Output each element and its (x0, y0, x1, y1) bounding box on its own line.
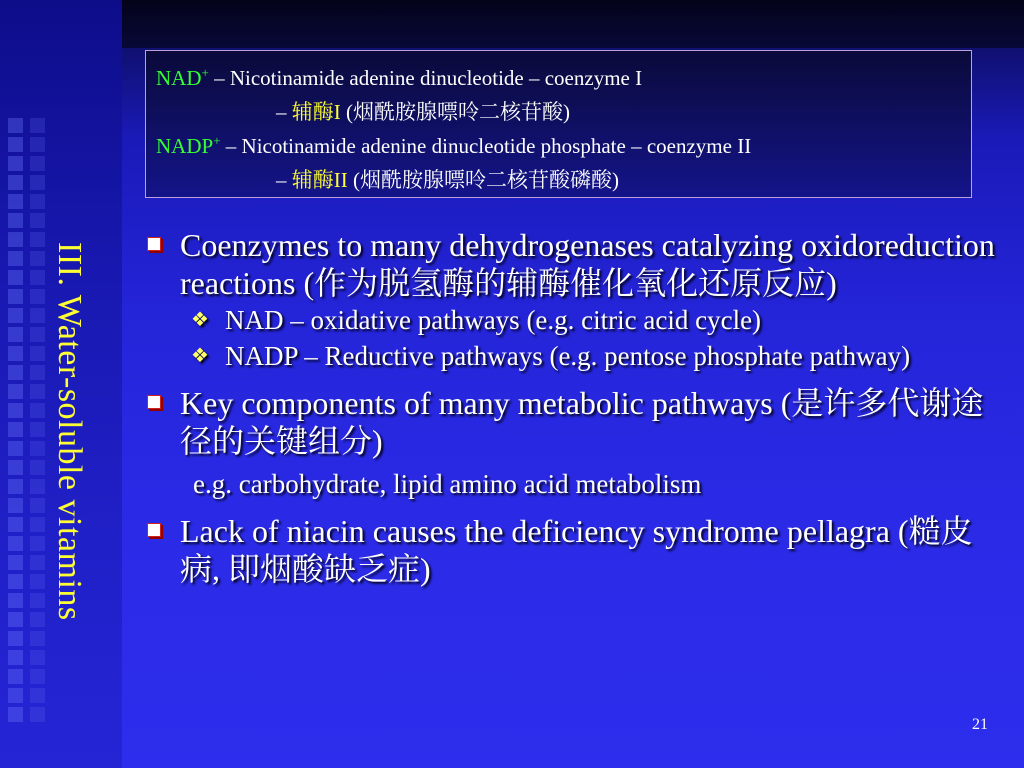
sub-bullet-nadp: ❖ NADP – Reductive pathways (e.g. pentose phosphate pathway) (145, 338, 1005, 374)
nad-description: – Nicotinamide adenine dinucleotide – coenzyme I (208, 66, 643, 90)
decor-squares-col-2 (30, 118, 46, 726)
nadp-chinese: – 辅酶II (烟酰胺腺嘌呤二核苷酸磷酸) (276, 168, 619, 192)
slide-title: III. Water-soluble vitamins (51, 242, 88, 621)
nadp-description: – Nicotinamide adenine dinucleotide phosphate – coenzyme II (220, 134, 752, 158)
decor-squares-col-1 (8, 118, 24, 726)
bullet-niacin-deficiency: Lack of niacin causes the deficiency syndrome pellagra (糙皮病, 即烟酸缺乏症) (145, 512, 1005, 588)
sub-bullet-nad: ❖ NAD – oxidative pathways (e.g. citric acid cycle) (145, 302, 1005, 338)
bullet-coenzymes: Coenzymes to many dehydrogenases catalyzing oxidoreduction reactions (作为脱氢酶的辅酶催化氧化还原反应) (145, 226, 1005, 302)
nadp-definition (156, 129, 961, 163)
nad-chinese: – 辅酶I (烟酰胺腺嘌呤二核苷酸) (276, 100, 570, 124)
nadp-cn-desc: (烟酰胺腺嘌呤二核苷酸磷酸) (347, 168, 619, 192)
nad-cn-desc: (烟酰胺腺嘌呤二核苷酸) (340, 100, 570, 124)
coenzyme-1-cn: 辅酶I (291, 100, 341, 124)
checkbox-square-icon (147, 237, 161, 251)
nad-definition (156, 61, 961, 95)
coenzyme-2-cn: 辅酶II (291, 168, 348, 192)
example-line: e.g. carbohydrate, lipid amino acid metabolism (193, 469, 702, 499)
diamond-flower-icon: ❖ (191, 345, 209, 367)
bullet-list (145, 226, 1005, 588)
definition-box (145, 50, 972, 198)
page-number: 21 (972, 716, 988, 733)
checkbox-square-icon (147, 395, 161, 409)
nadp-term: NADP+ (156, 133, 221, 158)
checkbox-square-icon (147, 523, 161, 537)
bullet-key-components: Key components of many metabolic pathways (是许多代谢途径的关键组分) (145, 384, 1005, 460)
diamond-flower-icon: ❖ (191, 309, 209, 331)
nad-term: NAD+ (156, 65, 209, 90)
top-dark-band (122, 0, 1024, 48)
